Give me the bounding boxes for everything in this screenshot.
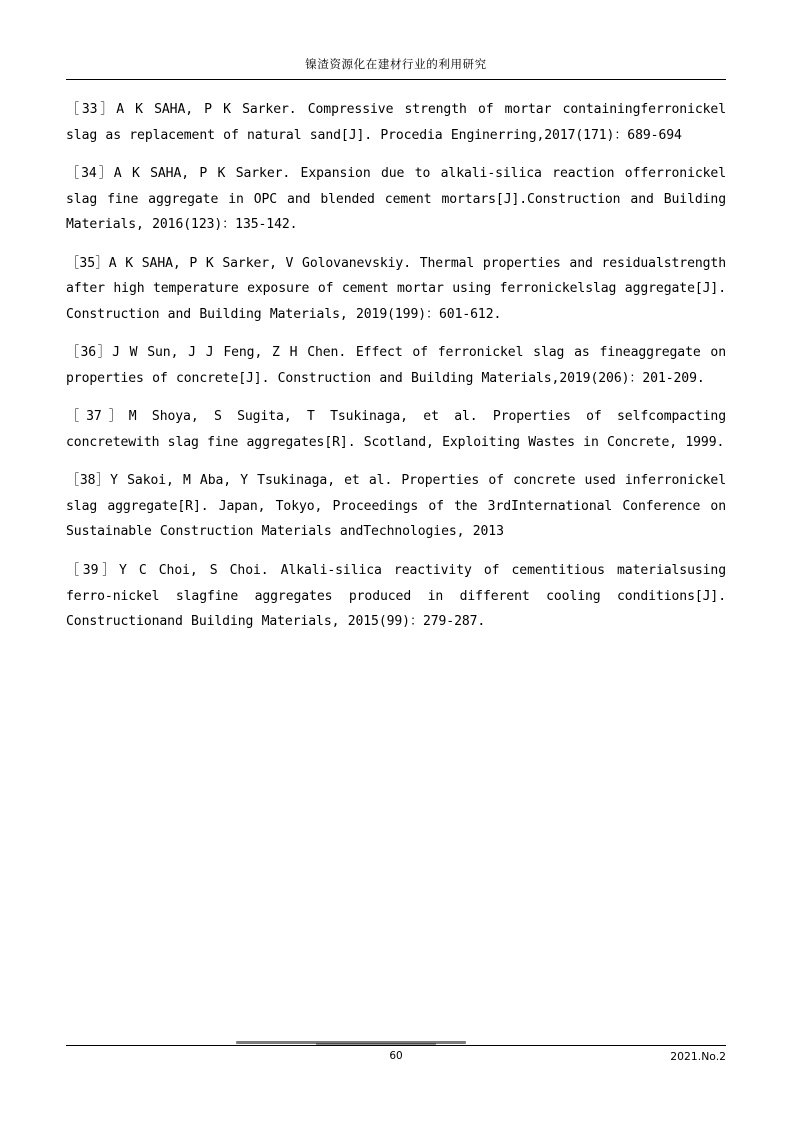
- page-number: 60: [389, 1050, 403, 1062]
- list-item: ［33］A K SAHA, P K Sarker. Compressive strength of mortar containingferronickel slag as replacement of natural sand[J]. Procedia Enginerring,2017(171)：689-694: [66, 102, 726, 143]
- header-rule: [66, 79, 726, 80]
- list-item: ［34］A K SAHA, P K Sarker. Expansion due to alkali-silica reaction offerronickel slag fine aggregate in OPC and blended cement mortars[J].Construction and Building Materials, 2016(123)：135-142.: [66, 166, 726, 233]
- running-head: 镍渣资源化在建材行业的利用研究: [305, 57, 487, 71]
- list-item: ［35］A K SAHA, P K Sarker, V Golovanevskiy. Thermal properties and residualstrength after high temperature exposure of cement mortar using ferronickelslag aggregate[J]. Construction and Building Materials, 2019(199)：601-612.: [66, 255, 726, 322]
- list-item: ［36］J W Sun, J J Feng, Z H Chen. Effect of ferronickel slag as fineaggregate on properties of concrete[J]. Construction and Building Materials,2019(206)：201-209.: [66, 345, 726, 386]
- reference-list: [66, 97, 726, 635]
- list-item: ［38］Y Sakoi, M Aba, Y Tsukinaga, et al. Properties of concrete used inferronickel slag aggregate[R]. Japan, Tokyo, Proceedings of the 3rdInternational Conference on Sustainable Construction Materials andTechnologies, 2013: [66, 473, 726, 540]
- list-item: ［39］Y C Choi, S Choi. Alkali‐silica reactivity of cementitious materialsusing ferro-nickel slagfine aggregates produced in different cooling conditions[J]. Constructionand Building Materials, 2015(99)：279-287.: [66, 563, 726, 630]
- page-footer: [66, 1040, 726, 1066]
- page-content: [66, 56, 726, 641]
- footer-rule: [66, 1040, 726, 1046]
- footer-line: [66, 1050, 726, 1066]
- issue-label: 2021.No.2: [670, 1050, 726, 1063]
- list-item: ［37］M Shoya, S Sugita, T Tsukinaga, et al. Properties of selfcompacting concretewith slag fine aggregates[R]. Scotland, Exploiting Wastes in Concrete, 1999.: [66, 409, 726, 450]
